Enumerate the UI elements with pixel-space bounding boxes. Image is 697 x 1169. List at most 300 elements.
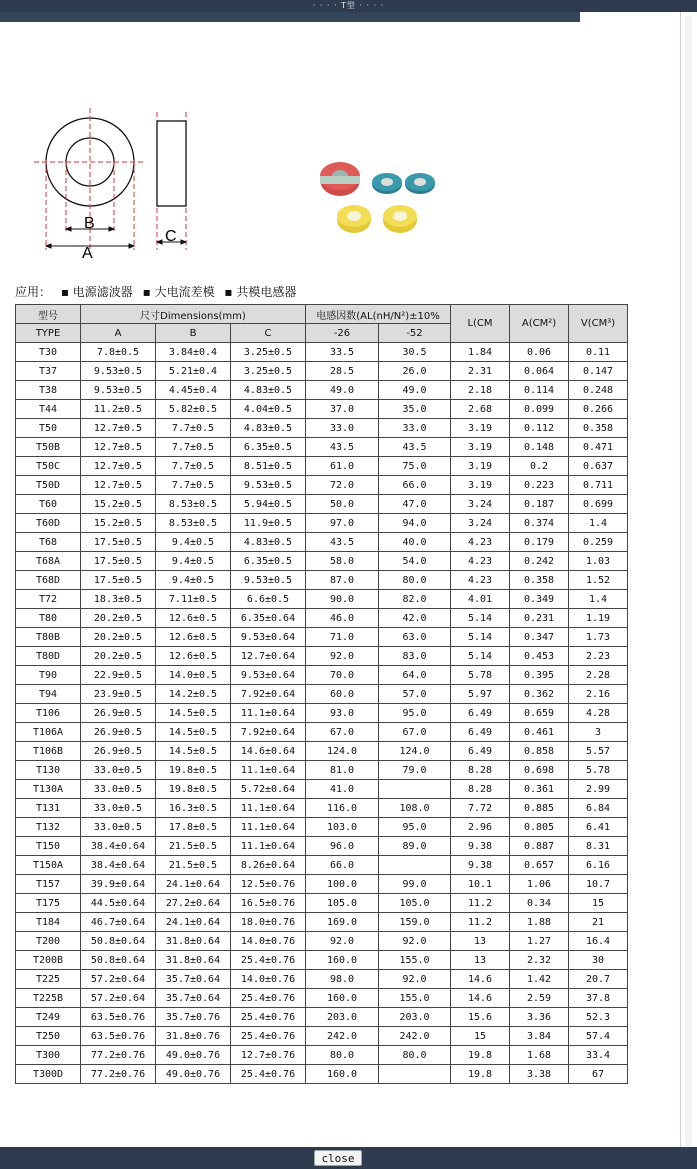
table-cell: 2.59 [510,989,569,1008]
table-cell: 10.7 [569,875,628,894]
table-cell: 25.4±0.76 [231,1027,306,1046]
table-row [16,913,628,932]
table-cell: 25.4±0.76 [231,1008,306,1027]
table-cell: 33.0 [379,419,451,438]
table-cell: 33.0±0.5 [81,799,156,818]
model-cell: T50B [16,438,81,457]
table-row [16,666,628,685]
dimension-label-b: B [84,215,95,232]
model-cell: T68 [16,533,81,552]
table-cell: 12.6±0.5 [156,647,231,666]
table-cell: 8.53±0.5 [156,514,231,533]
table-cell: 89.0 [379,837,451,856]
model-cell: T50D [16,476,81,495]
table-cell: 66.0 [306,856,379,875]
table-cell: 30.5 [379,343,451,362]
model-cell: T106A [16,723,81,742]
table-cell: 5.14 [451,647,510,666]
yellow-core-1 [337,205,371,233]
table-cell: 58.0 [306,552,379,571]
table-cell: 100.0 [306,875,379,894]
table-cell: 5.78 [569,761,628,780]
model-cell: T72 [16,590,81,609]
table-cell: 49.0 [306,381,379,400]
table-cell: 14.0±0.5 [156,666,231,685]
table-cell: 9.53±0.64 [231,666,306,685]
table-row [16,552,628,571]
model-cell: T30 [16,343,81,362]
table-cell: 22.9±0.5 [81,666,156,685]
table-cell: 11.9±0.5 [231,514,306,533]
table-cell: 0.179 [510,533,569,552]
table-row [16,457,628,476]
table-cell: 11.2 [451,894,510,913]
table-cell: 5.14 [451,628,510,647]
table-cell: 67.0 [306,723,379,742]
table-cell: 0.187 [510,495,569,514]
table-cell: 0.259 [569,533,628,552]
table-cell: 8.28 [451,780,510,799]
table-cell: 12.5±0.76 [231,875,306,894]
table-cell: 31.8±0.64 [156,951,231,970]
table-cell: 7.7±0.5 [156,419,231,438]
table-row [16,951,628,970]
table-row [16,343,628,362]
table-cell: 0.362 [510,685,569,704]
table-cell: 0.657 [510,856,569,875]
table-cell: 50.8±0.64 [81,951,156,970]
table-cell: 97.0 [306,514,379,533]
table-cell: 9.4±0.5 [156,552,231,571]
table-cell: 0.248 [569,381,628,400]
model-cell: T60D [16,514,81,533]
table-cell: 33.0±0.5 [81,818,156,837]
table-row [16,571,628,590]
table-cell: 15.6 [451,1008,510,1027]
table-cell: 5.72±0.64 [231,780,306,799]
table-cell: 105.0 [379,894,451,913]
table-cell: 6.49 [451,723,510,742]
table-cell: 17.8±0.5 [156,818,231,837]
table-cell: 159.0 [379,913,451,932]
model-cell: T184 [16,913,81,932]
table-cell: 5.82±0.5 [156,400,231,419]
table-cell: 90.0 [306,590,379,609]
table-cell: 63.0 [379,628,451,647]
table-cell: 7.7±0.5 [156,476,231,495]
table-cell: 11.1±0.64 [231,818,306,837]
table-cell: 44.5±0.64 [81,894,156,913]
table-row [16,742,628,761]
model-cell: T130 [16,761,81,780]
table-cell: 49.0±0.76 [156,1046,231,1065]
table-cell: 18.0±0.76 [231,913,306,932]
table-row [16,1008,628,1027]
table-cell: 33.0±0.5 [81,761,156,780]
model-cell: T157 [16,875,81,894]
toroid-spec-table [15,304,628,1084]
table-cell: 0.147 [569,362,628,381]
header-type: TYPE [16,324,81,343]
table-cell: 6.35±0.64 [231,609,306,628]
table-row [16,628,628,647]
table-cell: 2.28 [569,666,628,685]
table-cell: 4.23 [451,552,510,571]
table-cell: 0.064 [510,362,569,381]
table-cell: 46.0 [306,609,379,628]
header-model: 型号 [16,305,81,324]
table-cell: 19.8 [451,1065,510,1084]
table-row [16,1027,628,1046]
table-cell: 0.266 [569,400,628,419]
table-cell: 25.4±0.76 [231,951,306,970]
model-cell: T50 [16,419,81,438]
table-cell: 49.0 [379,381,451,400]
table-cell: 0.361 [510,780,569,799]
table-cell: 0.231 [510,609,569,628]
table-cell: 18.3±0.5 [81,590,156,609]
header-dim-a: A [81,324,156,343]
table-cell: 96.0 [306,837,379,856]
table-cell: 5.78 [451,666,510,685]
model-cell: T68D [16,571,81,590]
model-cell: T80B [16,628,81,647]
table-cell: 6.35±0.5 [231,552,306,571]
table-cell: 5.97 [451,685,510,704]
table-cell: 12.7±0.5 [81,438,156,457]
table-cell: 26.9±0.5 [81,723,156,742]
table-cell [379,856,451,875]
table-row [16,495,628,514]
table-cell: 92.0 [379,932,451,951]
table-cell: 99.0 [379,875,451,894]
table-cell: 9.53±0.64 [231,628,306,647]
table-cell: 95.0 [379,704,451,723]
table-cell: 57.0 [379,685,451,704]
table-cell: 6.49 [451,704,510,723]
table-row [16,875,628,894]
table-cell: 0.805 [510,818,569,837]
table-row [16,970,628,989]
table-cell: 20.2±0.5 [81,647,156,666]
table-cell: 0.358 [510,571,569,590]
table-cell: 12.6±0.5 [156,628,231,647]
table-cell: 3.19 [451,438,510,457]
application-item: ▪ 大电流差模 [142,285,215,299]
table-cell: 28.5 [306,362,379,381]
table-cell: 14.6 [451,989,510,1008]
table-cell: 4.83±0.5 [231,533,306,552]
bottom-bar [0,1147,697,1169]
table-cell: 2.96 [451,818,510,837]
model-cell: T175 [16,894,81,913]
model-cell: T130A [16,780,81,799]
table-cell: 61.0 [306,457,379,476]
model-cell: T300D [16,1065,81,1084]
table-cell: 46.7±0.64 [81,913,156,932]
table-cell: 160.0 [306,989,379,1008]
applications-label: 应用： [15,285,52,299]
table-cell [379,780,451,799]
table-row [16,419,628,438]
table-cell: 2.68 [451,400,510,419]
table-row [16,1065,628,1084]
table-row [16,609,628,628]
table-cell: 0.223 [510,476,569,495]
table-cell: 0.112 [510,419,569,438]
model-cell: T132 [16,818,81,837]
table-cell: 2.18 [451,381,510,400]
model-cell: T50C [16,457,81,476]
table-cell: 0.885 [510,799,569,818]
table-cell: 0.148 [510,438,569,457]
table-cell: 37.0 [306,400,379,419]
table-row [16,362,628,381]
table-cell: 0.11 [569,343,628,362]
table-cell: 2.32 [510,951,569,970]
header-dim-b: B [156,324,231,343]
table-cell: 35.7±0.64 [156,989,231,1008]
table-cell: 4.83±0.5 [231,381,306,400]
table-cell: 169.0 [306,913,379,932]
table-row [16,514,628,533]
table-cell: 0.347 [510,628,569,647]
dimension-label-a: A [82,245,93,262]
table-cell: 1.84 [451,343,510,362]
table-cell: 42.0 [379,609,451,628]
red-core [320,162,360,196]
table-cell: 92.0 [306,647,379,666]
table-row [16,818,628,837]
model-cell: T44 [16,400,81,419]
table-cell: 43.5 [306,533,379,552]
model-cell: T37 [16,362,81,381]
table-cell: 13 [451,932,510,951]
table-cell: 10.1 [451,875,510,894]
table-cell: 9.53±0.5 [231,476,306,495]
table-cell: 41.0 [306,780,379,799]
table-cell: 11.1±0.64 [231,799,306,818]
table-cell: 52.3 [569,1008,628,1027]
model-cell: T150A [16,856,81,875]
table-cell: 11.2±0.5 [81,400,156,419]
toroid-cores-photo [310,152,450,242]
table-cell: 11.1±0.64 [231,704,306,723]
header-al-26: -26 [306,324,379,343]
table-cell: 98.0 [306,970,379,989]
header-al-factor: 电感因数(AL(nH/N²)±10% [306,305,451,324]
table-cell: 9.38 [451,837,510,856]
table-cell: 1.19 [569,609,628,628]
table-cell: 14.6 [451,970,510,989]
table-cell: 12.7±0.5 [81,419,156,438]
table-cell: 12.7±0.5 [81,476,156,495]
table-cell: 0.395 [510,666,569,685]
table-cell: 1.68 [510,1046,569,1065]
table-cell: 0.699 [569,495,628,514]
table-cell: 7.7±0.5 [156,457,231,476]
table-cell: 26.0 [379,362,451,381]
table-cell: 50.0 [306,495,379,514]
table-cell: 0.711 [569,476,628,495]
table-cell: 11.1±0.64 [231,837,306,856]
table-cell: 1.03 [569,552,628,571]
table-cell: 116.0 [306,799,379,818]
table-row [16,590,628,609]
table-cell: 8.28 [451,761,510,780]
table-cell: 30 [569,951,628,970]
table-cell: 16.3±0.5 [156,799,231,818]
table-cell: 124.0 [306,742,379,761]
table-cell: 0.114 [510,381,569,400]
vertical-scrollbar[interactable] [680,12,697,1157]
table-cell: 3.36 [510,1008,569,1027]
table-cell: 57.4 [569,1027,628,1046]
applications-line [15,284,302,300]
table-cell: 57.2±0.64 [81,989,156,1008]
table-cell: 4.23 [451,571,510,590]
table-cell: 242.0 [379,1027,451,1046]
table-cell: 19.8±0.5 [156,761,231,780]
table-cell: 93.0 [306,704,379,723]
table-cell: 57.2±0.64 [81,970,156,989]
table-cell: 12.7±0.64 [231,647,306,666]
table-cell: 4.83±0.5 [231,419,306,438]
table-cell: 72.0 [306,476,379,495]
table-cell: 33.0±0.5 [81,780,156,799]
table-cell: 9.4±0.5 [156,533,231,552]
blue-core-1 [372,173,402,194]
table-cell: 1.42 [510,970,569,989]
dimension-label-c: C [165,228,177,245]
table-cell: 2.23 [569,647,628,666]
table-cell: 38.4±0.64 [81,856,156,875]
header-path-length: L(CM [451,305,510,343]
table-cell: 0.461 [510,723,569,742]
model-cell: T68A [16,552,81,571]
model-cell: T94 [16,685,81,704]
table-cell: 3.25±0.5 [231,343,306,362]
header-dimensions: 尺寸Dimensions(mm) [81,305,306,324]
table-cell: 155.0 [379,989,451,1008]
table-cell: 80.0 [379,571,451,590]
table-cell: 83.0 [379,647,451,666]
close-button[interactable]: close [314,1150,362,1166]
table-cell: 21.5±0.5 [156,856,231,875]
table-cell: 203.0 [379,1008,451,1027]
table-cell: 3.19 [451,476,510,495]
table-cell: 25.4±0.76 [231,1065,306,1084]
table-cell: 0.698 [510,761,569,780]
table-cell: 81.0 [306,761,379,780]
table-cell: 8.31 [569,837,628,856]
model-cell: T106 [16,704,81,723]
table-cell: 24.1±0.64 [156,913,231,932]
window-title: · · · · T型 · · · · [312,1,385,10]
table-cell: 40.0 [379,533,451,552]
window-title-bar [0,0,697,12]
table-cell: 49.0±0.76 [156,1065,231,1084]
table-cell: 3.24 [451,514,510,533]
table-cell: 0.358 [569,419,628,438]
table-cell: 0.659 [510,704,569,723]
header-al-52: -52 [379,324,451,343]
table-row [16,438,628,457]
table-row [16,856,628,875]
table-cell: 6.84 [569,799,628,818]
table-cell: 60.0 [306,685,379,704]
table-cell: 3.84 [510,1027,569,1046]
table-cell: 155.0 [379,951,451,970]
table-cell [379,1065,451,1084]
table-cell: 16.5±0.76 [231,894,306,913]
model-cell: T38 [16,381,81,400]
table-row [16,476,628,495]
table-cell: 15.2±0.5 [81,495,156,514]
table-cell: 0.453 [510,647,569,666]
table-cell: 7.7±0.5 [156,438,231,457]
table-cell: 77.2±0.76 [81,1065,156,1084]
model-cell: T106B [16,742,81,761]
table-cell: 92.0 [379,970,451,989]
table-cell: 12.7±0.76 [231,1046,306,1065]
table-cell: 6.35±0.5 [231,438,306,457]
table-cell: 1.52 [569,571,628,590]
table-cell: 27.2±0.64 [156,894,231,913]
table-row [16,894,628,913]
table-cell: 3 [569,723,628,742]
model-cell: T225 [16,970,81,989]
table-cell: 50.8±0.64 [81,932,156,951]
table-cell: 0.34 [510,894,569,913]
table-cell: 54.0 [379,552,451,571]
table-cell: 26.9±0.5 [81,704,156,723]
table-cell: 35.7±0.76 [156,1008,231,1027]
table-cell: 6.41 [569,818,628,837]
table-cell: 15.2±0.5 [81,514,156,533]
table-cell: 31.8±0.64 [156,932,231,951]
table-cell: 43.5 [379,438,451,457]
table-row [16,761,628,780]
table-cell: 14.5±0.5 [156,742,231,761]
table-row [16,780,628,799]
table-cell: 79.0 [379,761,451,780]
table-cell: 17.5±0.5 [81,571,156,590]
table-cell: 19.8±0.5 [156,780,231,799]
table-cell: 9.53±0.5 [81,362,156,381]
table-row [16,704,628,723]
table-cell: 75.0 [379,457,451,476]
table-cell: 94.0 [379,514,451,533]
model-cell: T80 [16,609,81,628]
yellow-core-2 [383,205,417,233]
table-cell: 82.0 [379,590,451,609]
table-cell: 95.0 [379,818,451,837]
model-cell: T80D [16,647,81,666]
table-cell: 0.349 [510,590,569,609]
table-cell: 1.06 [510,875,569,894]
table-cell: 23.9±0.5 [81,685,156,704]
table-row [16,989,628,1008]
table-cell: 160.0 [306,951,379,970]
table-cell: 1.27 [510,932,569,951]
table-cell: 70.0 [306,666,379,685]
table-cell: 0.637 [569,457,628,476]
table-cell: 11.1±0.64 [231,761,306,780]
table-cell: 4.23 [451,533,510,552]
table-cell: 0.099 [510,400,569,419]
table-cell: 25.4±0.76 [231,989,306,1008]
